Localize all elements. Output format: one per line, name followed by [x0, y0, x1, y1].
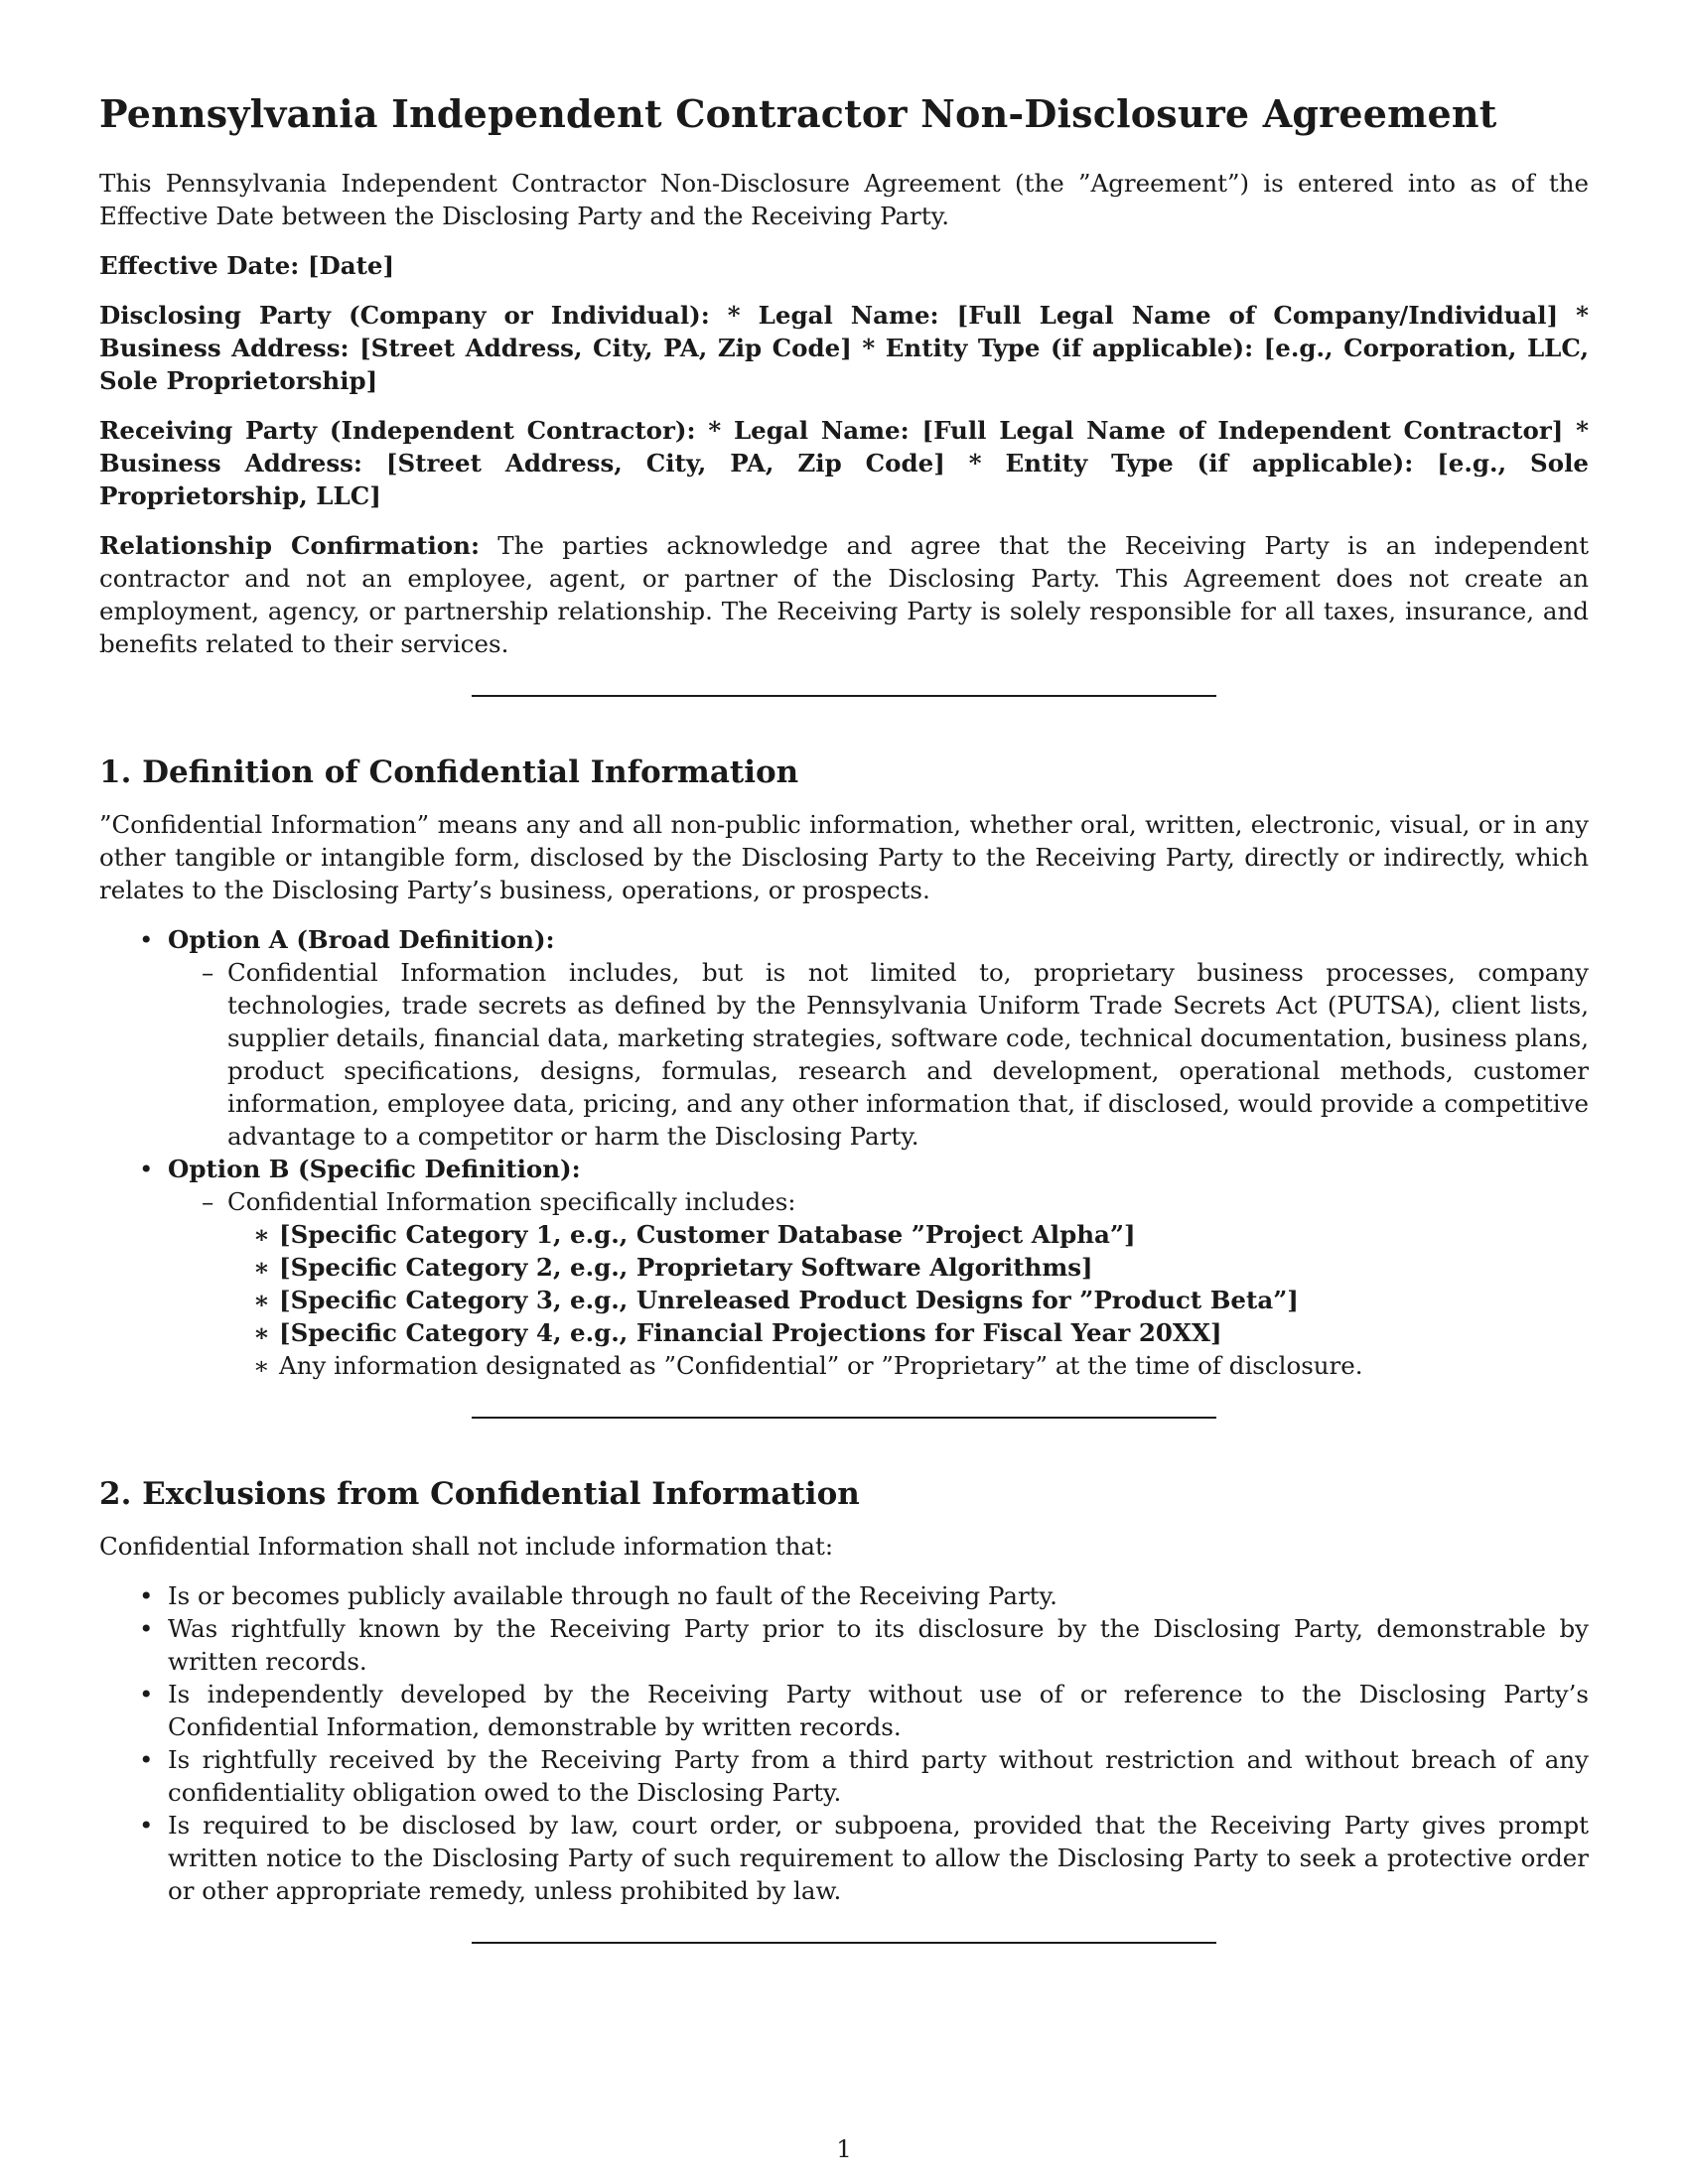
category-item: ∗ [Specific Category 1, e.g., Customer Database ”Project Alpha”]: [227, 1218, 1589, 1251]
relationship-text: The parties acknowledge and agree that the Receiving Party is an independent contractor and not an employee, agent, or partner of the Disclosing Party. This Agreement does not create an employment, agency, or partnership relationship. The Receiving Party is solely responsible for all taxes, insurance, and benefits related to their services.: [99, 531, 1589, 658]
exclusion-item: • Is required to be disclosed by law, court order, or subpoena, provided that the Receiving Party gives prompt written notice to the Disclosing Party of such requirement to allow the Disclosing Party to seek a protective order or other appropriate remedy, unless prohibited by law.: [99, 1809, 1589, 1907]
category-item: ∗ [Specific Category 4, e.g., Financial Projections for Fiscal Year 20XX]: [227, 1316, 1589, 1349]
relationship-confirmation: [99, 529, 1589, 660]
section-1-intro: ”Confidential Information” means any and all non-public information, whether oral, written, electronic, visual, or in any other tangible or intangible form, disclosed by the Disclosing Party to the Receiving Party, directly or indirectly, which relates to the Disclosing Party’s business, operations, or prospects.: [99, 810, 1589, 904]
document-title: Pennsylvania Independent Contractor Non-Disclosure Agreement: [99, 91, 1497, 136]
option-a-sublist: [168, 956, 1589, 1153]
section-divider: [472, 695, 1216, 697]
intro-paragraph: This Pennsylvania Independent Contractor Non-Disclosure Agreement (the ”Agreement”) is entered into as of the Effective Date between the Disclosing Party and the Receiving Party.: [99, 169, 1589, 230]
disclosing-party-block: Disclosing Party (Company or Individual): * Legal Name: [Full Legal Name of Company/Individual] * Business Address: [Street Address, City, PA, Zip Code] * Entity Type (if applicable): [e.g., Corporation, LLC, Sole Proprietorship]: [99, 301, 1589, 395]
definition-options: [99, 923, 1589, 1382]
exclusion-item: • Was rightfully known by the Receiving Party prior to its disclosure by the Disclosing Party, demonstrable by written records.: [99, 1612, 1589, 1678]
exclusion-item: • Is or becomes publicly available through no fault of the Receiving Party.: [99, 1579, 1589, 1612]
options-list: [99, 923, 1589, 1382]
section-divider: [472, 1417, 1216, 1419]
receiving-party-block: Receiving Party (Independent Contractor): * Legal Name: [Full Legal Name of Independent Contractor] * Business Address: [Street Address, City, PA, Zip Code] * Entity Type (if applicable): [e.g., Sole Proprietorship, LLC]: [99, 416, 1589, 510]
specific-categories-list: [227, 1218, 1589, 1382]
page-number: 1: [836, 2134, 852, 2163]
effective-date: Effective Date: [Date]: [99, 251, 395, 280]
option-a: [99, 923, 1589, 1153]
option-b: [99, 1153, 1589, 1382]
section-2-heading: 2. Exclusions from Confidential Information: [99, 1476, 860, 1512]
exclusion-item: • Is independently developed by the Receiving Party without use of or reference to the Disclosing Party’s Confidential Information, demonstrable by written records.: [99, 1678, 1589, 1743]
exclusions: [99, 1579, 1589, 1907]
option-b-text: Confidential Information specifically includes:: [227, 1187, 796, 1216]
section-1-heading: 1. Definition of Confidential Information: [99, 754, 799, 790]
relationship-label: Relationship Confirmation:: [99, 531, 480, 560]
section-divider: [472, 1942, 1216, 1944]
category-item: ∗ [Specific Category 3, e.g., Unreleased Product Designs for ”Product Beta”]: [227, 1284, 1589, 1316]
exclusion-item: • Is rightfully received by the Receiving Party from a third party without restriction and without breach of any confidentiality obligation owed to the Disclosing Party.: [99, 1743, 1589, 1809]
category-item-designated: ∗ Any information designated as ”Confidential” or ”Proprietary” at the time of disclosure.: [227, 1349, 1589, 1382]
document-page: [99, 91, 1589, 1999]
exclusions-list: [99, 1579, 1589, 1907]
option-a-text: – Confidential Information includes, but is not limited to, proprietary business processes, company technologies, trade secrets as defined by the Pennsylvania Uniform Trade Secrets Act (PUTSA), client lists, supplier details, financial data, marketing strategies, software code, technical documentation, business plans, product specifications, designs, formulas, research and development, operational methods, customer information, employee data, pricing, and any other information that, if disclosed, would provide a competitive advantage to a competitor or harm the Disclosing Party.: [168, 956, 1589, 1153]
option-b-sublist: [168, 1185, 1589, 1382]
option-b-item: [168, 1185, 1589, 1382]
option-b-label: Option B (Specific Definition):: [168, 1155, 581, 1183]
category-item: ∗ [Specific Category 2, e.g., Proprietary Software Algorithms]: [227, 1251, 1589, 1284]
section-2-intro: Confidential Information shall not include information that:: [99, 1532, 834, 1561]
option-a-label: Option A (Broad Definition):: [168, 925, 555, 954]
